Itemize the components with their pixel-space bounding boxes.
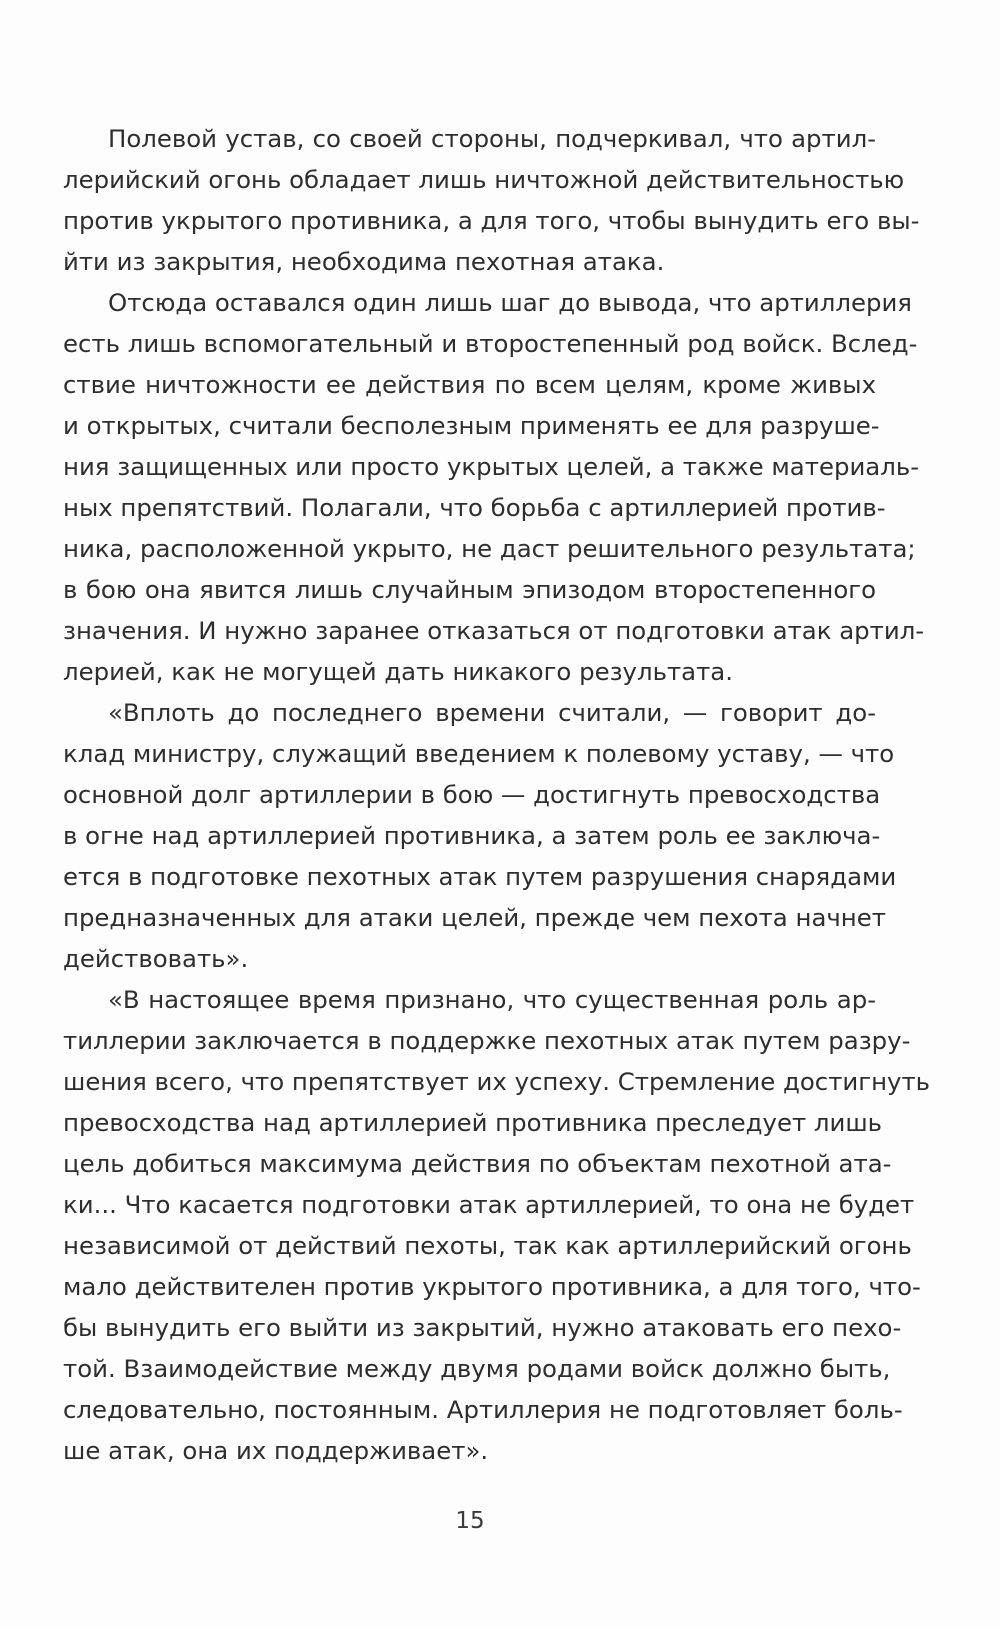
- text-line: ния защищенных или просто укрытых целей, а также материаль-: [63, 452, 920, 481]
- text-line: против укрытого противника, а для того, чтобы вынудить его вы-: [63, 206, 920, 235]
- text-line: действовать».: [63, 944, 249, 973]
- text-line: предназначенных для атаки целей, прежде чем пехота начнет: [63, 903, 886, 932]
- text-line: «В настоящее время признано, что существенная роль ар-: [108, 985, 876, 1014]
- text-line: лерией, как не могущей дать никакого результата.: [63, 657, 734, 686]
- text-line: основной долг артиллерии в бою — достигнуть превосходства: [63, 780, 881, 809]
- text-line: лерийский огонь обладает лишь ничтожной действительностью: [63, 165, 905, 194]
- text-line: ника, расположенной укрыто, не даст решительного результата;: [63, 534, 916, 563]
- text-line: «Вплоть до последнего времени считали, — говорит до-: [108, 698, 876, 727]
- text-line: ется в подготовке пехотных атак путем разрушения снарядами: [63, 862, 897, 891]
- paragraph: [63, 692, 897, 979]
- text-line: той. Взаимодействие между двумя родами войск должно быть,: [63, 1354, 891, 1383]
- text-line: ствие ничтожности ее действия по всем целям, кроме живых: [63, 370, 876, 399]
- paragraph: [63, 282, 925, 692]
- text-line: шения всего, что препятствует их успеху. Стремление достигнуть: [63, 1067, 931, 1096]
- text-line: есть лишь вспомогательный и второстепенный род войск. Вслед-: [63, 329, 918, 358]
- text-line: значения. И нужно заранее отказаться от подготовки атак артил-: [63, 616, 925, 645]
- text-line: йти из закрытия, необходима пехотная атака.: [63, 247, 665, 276]
- body-text: [63, 118, 931, 1471]
- text-line: ки... Что касается подготовки атак артиллерией, то она не будет: [63, 1190, 915, 1219]
- text-line: Полевой устав, со своей стороны, подчеркивал, что артил-: [108, 124, 876, 153]
- text-line: мало действителен против укрытого противника, а для того, что-: [63, 1272, 921, 1301]
- text-line: ше атак, она их поддерживает».: [63, 1436, 489, 1465]
- text-line: превосходства над артиллерией противника преследует лишь: [63, 1108, 883, 1137]
- text-line: бы вынудить его выйти из закрытий, нужно атаковать его пехо-: [63, 1313, 902, 1342]
- paragraph: [63, 118, 920, 282]
- text-line: и открытых, считали бесполезным применять ее для разруше-: [63, 411, 880, 440]
- text-line: тиллерии заключается в поддержке пехотных атак путем разру-: [63, 1026, 911, 1055]
- paragraph: [63, 979, 931, 1471]
- text-line: независимой от действий пехоты, так как артиллерийский огонь: [63, 1231, 912, 1260]
- text-line: ных препятствий. Полагали, что борьба с артиллерией против-: [63, 493, 886, 522]
- text-line: цель добиться максимума действия по объектам пехотной ата-: [63, 1149, 892, 1178]
- text-line: следовательно, постоянным. Артиллерия не подготовляет боль-: [63, 1395, 903, 1424]
- text-line: клад министру, служащий введением к полевому уставу, — что: [63, 739, 895, 768]
- text-line: Отсюда оставался один лишь шаг до вывода, что артиллерия: [108, 288, 912, 317]
- text-line: в огне над артиллерией противника, а затем роль ее заключа-: [63, 821, 881, 850]
- text-line: в бою она явится лишь случайным эпизодом второстепенного: [63, 575, 876, 604]
- page-number: 15: [455, 1508, 485, 1534]
